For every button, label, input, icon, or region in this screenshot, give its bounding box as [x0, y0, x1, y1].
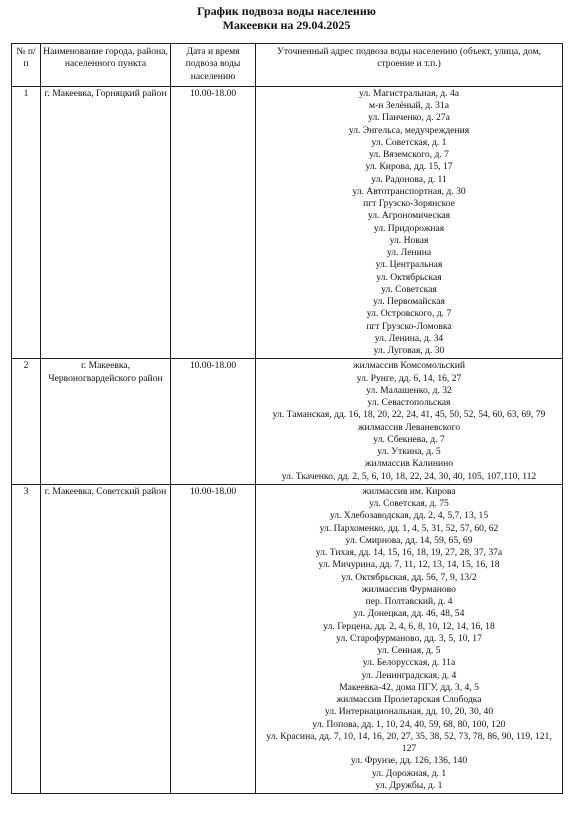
address-line: ул. Уткина, д. 5	[377, 446, 441, 457]
address-line: ул. Интернациональная, дд. 10, 20, 30, 40	[324, 706, 494, 718]
address-line: ул. Октябрьская, дд. 56, 7, 9, 13/2	[341, 571, 477, 583]
header-district: Наименование города, района, населенного пункта	[41, 44, 171, 87]
address-line: жилмассив Фурманово	[362, 583, 456, 595]
row-time: 10.00-18.00	[171, 86, 256, 359]
water-schedule-table	[11, 43, 563, 794]
address-line: ул. Автотранспортная, д. 30	[352, 185, 466, 197]
address-line: ул. Советская, д. 1	[371, 136, 447, 148]
address-line: ул. Ленина, д. 34	[374, 332, 444, 344]
row-addresses	[256, 86, 563, 359]
address-line: ул. Старофурманово, дд. 3, 5, 10, 17	[336, 632, 482, 644]
address-line: ул. Севастопольская	[367, 397, 451, 408]
address-line: ул. Энгельса, медучреждения	[348, 124, 470, 136]
address-line: ул. Октябрьская	[376, 271, 442, 283]
address-line: ул. Герцена, дд. 2, 4, 6, 8, 10, 12, 14, 16, 18	[323, 620, 495, 632]
document-title	[0, 4, 573, 32]
title-line-2: Макеевки на 29.04.2025	[222, 18, 351, 32]
table-row	[12, 359, 563, 485]
address-line: ул. Рунге, дд. 6, 14, 16, 27	[356, 372, 462, 384]
address-line: ул. Дорожная, д. 1	[371, 767, 447, 779]
address-line: ул. Донецкая, дд. 46, 48, 54	[353, 608, 465, 620]
address-line: ул. Дружбы, д. 1	[375, 779, 443, 791]
row-addresses	[256, 359, 563, 485]
address-line: жилмассив Леваневского	[357, 421, 461, 433]
address-line: ул. Агрономическая	[367, 210, 451, 222]
address-line: ул. Советская, д. 75	[369, 498, 449, 509]
address-line: ул. Попова, дд. 1, 10, 24, 40, 59, 68, 80, 100, 120	[312, 718, 506, 730]
address-line: ул. Смирнова, дд. 14, 59, 65, 69	[345, 534, 473, 546]
address-line: ул. Пархоменко, дд. 1, 4, 5, 31, 52, 57, 60, 62	[319, 522, 499, 534]
address-line: ул. Первомайская	[373, 296, 445, 307]
address-line: ул. Луговая, д. 30	[373, 345, 445, 356]
address-line: ул. Вяземского, д. 7	[369, 149, 449, 160]
address-line: ул. Ленинградская, д. 4	[361, 669, 457, 681]
address-line: м-н Зелёный, д. 31а	[369, 100, 449, 111]
table-row	[12, 86, 563, 359]
address-line: Макеевка-42, дома ПГУ, дд. 3, 4, 5	[339, 681, 479, 693]
header-number: № п/п	[12, 44, 41, 87]
row-time: 10.00-18.00	[171, 484, 256, 793]
address-line: жилмассив Комсомольский	[353, 360, 465, 372]
table-body	[12, 86, 563, 793]
address-line: ул. Новая	[389, 234, 429, 246]
address-line: ул. Ленина	[386, 247, 432, 258]
address-line: ул. Панченко, д. 27а	[368, 112, 450, 124]
row-district: г. Макеевка, Советский район	[41, 484, 171, 793]
title-line-1: График подвоза воды населению	[197, 4, 376, 18]
row-addresses	[256, 484, 563, 793]
address-line: ул. Придорожная	[373, 222, 445, 234]
address-line: ул. Центральная	[375, 259, 443, 271]
address-line: ул. Белорусская, д. 11а	[362, 657, 456, 669]
address-line: ул. Малашенко, д. 32	[366, 384, 452, 396]
address-line: ул. Ткаченко, дд. 2, 5, 6, 10, 18, 22, 24, 30, 40, 105, 107,110, 112	[281, 470, 537, 482]
address-line: пер. Полтавский, д. 4	[365, 596, 453, 607]
table-row	[12, 484, 563, 793]
address-line: ул. Фрунзе, дд. 126, 136, 140	[350, 755, 468, 767]
address-line: жилмассив Пролетарская Слободка	[336, 694, 482, 705]
header-datetime: Дата и время подвоза воды населению	[171, 44, 256, 87]
address-line: пгт Грузско-Ломовка	[366, 320, 452, 332]
address-line: ул. Тихая, дд. 14, 15, 16, 18, 19, 27, 28, 37, 37а	[315, 547, 503, 558]
address-line: ул. Магистральная, д. 4а	[358, 87, 460, 99]
address-line: ул. Хлебозаводская, дд. 2, 4, 5,7, 13, 15	[329, 510, 489, 522]
address-line: ул. Советская	[381, 283, 437, 295]
address-line: жилмассив им. Кирова	[362, 485, 456, 497]
address-line: жилмассив Калинино	[364, 458, 454, 470]
address-line: ул. Красина, дд. 7, 10, 14, 16, 20, 27, 35, 38, 52, 73, 78, 86, 90, 119, 121, 127	[266, 730, 552, 754]
row-number: 2	[12, 359, 41, 485]
address-line: ул. Кирова, дд. 15, 17	[365, 161, 453, 173]
table-header-row	[12, 44, 563, 87]
address-line: ул. Сбекнева, д. 7	[373, 433, 445, 445]
address-line: ул. Таманская, дд. 16, 18, 20, 22, 24, 41, 45, 50, 52, 54, 60, 63, 69, 79	[272, 409, 546, 421]
row-district: г. Макеевка, Горняцкий район	[41, 86, 171, 359]
address-line: ул. Мичурина, дд. 7, 11, 12, 13, 14, 15, 16, 18	[318, 559, 500, 571]
address-line: ул. Островского, д. 7	[366, 308, 452, 320]
header-address: Уточненный адрес подвоза воды населению (объект, улица, дом, строение и т.п.)	[256, 44, 563, 87]
row-number: 1	[12, 86, 41, 359]
address-line: ул. Радонова, д. 11	[371, 173, 447, 185]
address-line: ул. Сенная, д. 5	[377, 645, 441, 656]
row-district: г. Макеевка, Червоногвардейского район	[41, 359, 171, 485]
row-time: 10.00-18.00	[171, 359, 256, 485]
row-number: 3	[12, 484, 41, 793]
address-line: пгт Грузско-Зорянское	[363, 198, 455, 209]
